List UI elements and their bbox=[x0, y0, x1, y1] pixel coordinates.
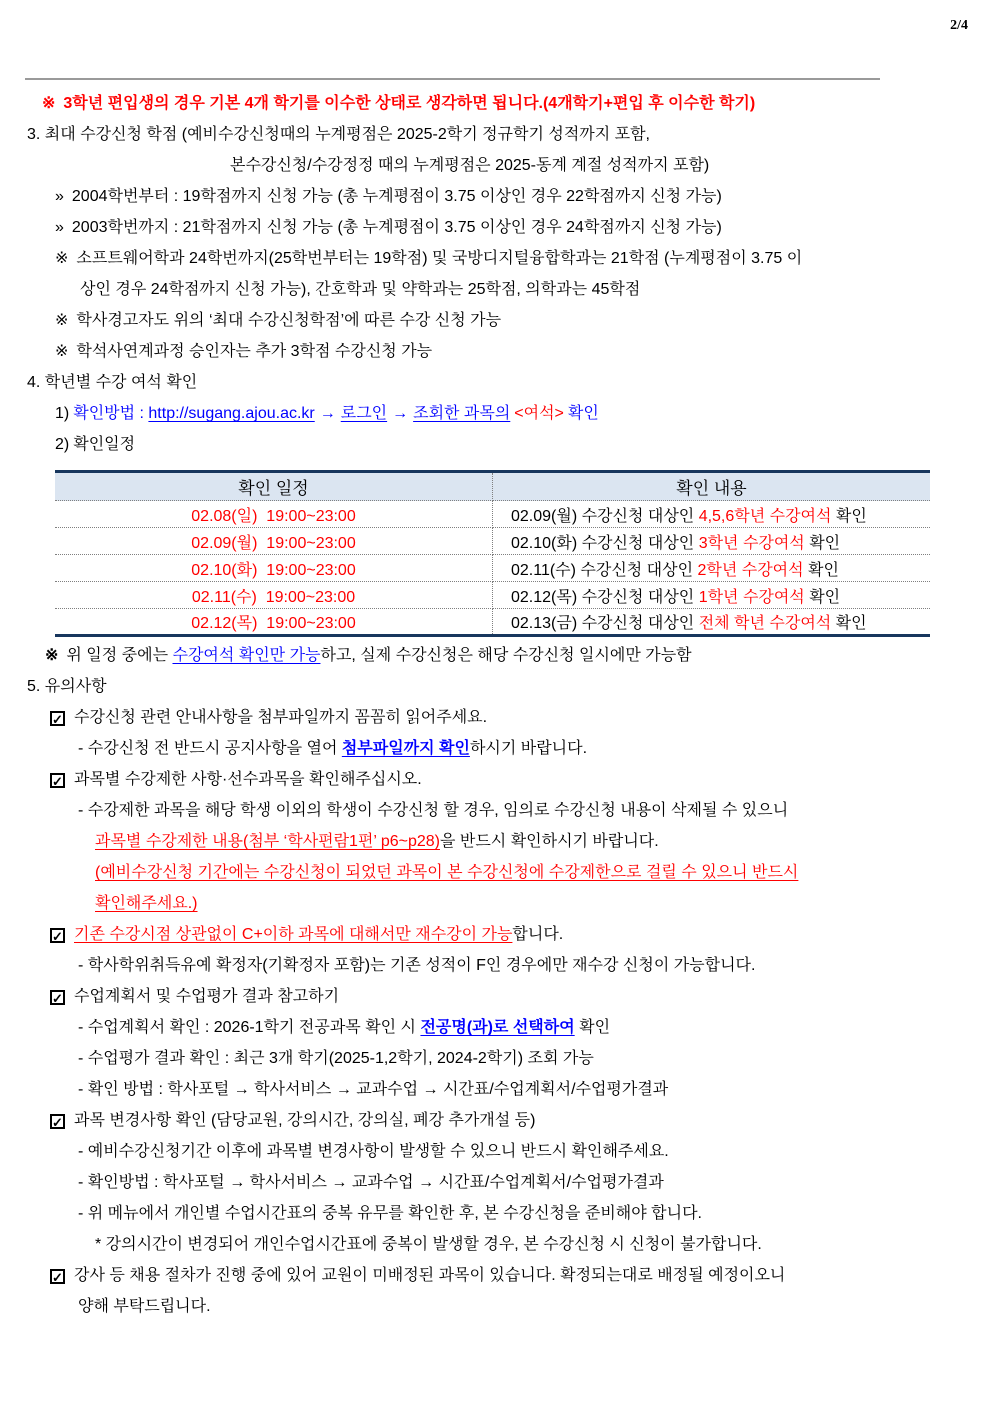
transfer-note bbox=[0, 88, 992, 119]
notice-item-course-changes bbox=[0, 1105, 992, 1136]
check-content bbox=[493, 528, 931, 555]
check-date: 02.09(월) 19:00~23:00 bbox=[55, 528, 493, 555]
content-post: 확인 bbox=[804, 588, 841, 606]
restriction-emphasis: 과목별 수강제한 내용(첨부 ‘학사편람1편’ p6~p28) bbox=[95, 833, 440, 850]
sugang-url-link[interactable]: http://sugang.ajou.ac.kr bbox=[148, 405, 315, 422]
check-date: 02.10(화) 19:00~23:00 bbox=[55, 555, 493, 582]
footnote-post: 하고, 실제 수강신청은 해당 수강신청 일시에만 가능함 bbox=[320, 647, 692, 664]
content-pre: 02.13(금) 수강신청 대상인 bbox=[511, 615, 699, 632]
section3-bullet-2003 bbox=[0, 212, 992, 243]
check-content bbox=[493, 501, 931, 528]
changes-sub1: - 예비수강신청기간 이후에 과목별 변경사항이 발생할 수 있으니 반드시 확인해주세요. bbox=[78, 1143, 669, 1160]
footnote-emphasis: 수강여석 확인만 가능 bbox=[172, 647, 321, 664]
content-highlight: 1학년 수강여석 bbox=[698, 588, 805, 606]
notice-item-read-attachments-sub bbox=[0, 733, 992, 764]
content-highlight: 4,5,6학년 수강여석 bbox=[698, 507, 832, 525]
checkbox-icon: ✓ bbox=[50, 711, 65, 726]
item-head: 과목 변경사항 확인 (담당교원, 강의시간, 강의실, 폐강 추가개설 등) bbox=[74, 1112, 536, 1129]
check-content bbox=[493, 555, 931, 582]
instructor-assignment-line2: 양해 부탁드립니다. bbox=[78, 1298, 211, 1315]
content-post: 확인 bbox=[831, 615, 867, 632]
content-post: 확인 bbox=[831, 507, 867, 525]
method-label: 확인방법 : bbox=[73, 405, 149, 422]
notice-item-retake-rule bbox=[0, 919, 992, 950]
reference-mark-icon: ※ bbox=[55, 250, 69, 267]
content-pre: 02.09(월) 수강신청 대상인 bbox=[511, 507, 699, 525]
note-text: 소프트웨어학과 24학번까지(25학번부터는 19학점) 및 국방디지털융합학과는 21학점 (누계평점이 3.75 이 bbox=[76, 250, 803, 267]
table-row bbox=[55, 501, 930, 528]
section3-note-software-line1 bbox=[0, 243, 992, 274]
notice-item-syllabus bbox=[0, 981, 992, 1012]
content-post: 확인 bbox=[804, 534, 841, 552]
sub-emphasis: 전공명(과)로 선택하여 bbox=[420, 1019, 575, 1036]
content-highlight: 2학년 수강여석 bbox=[697, 561, 804, 579]
sub-post: 확인 bbox=[574, 1019, 611, 1036]
restriction-rest: 을 반드시 확인하시기 바랍니다. bbox=[439, 833, 659, 850]
syllabus-sub2: - 수업평가 결과 확인 : 최근 3개 학기(2025-1,2학기, 2024-2학기) 조회 가능 bbox=[78, 1050, 594, 1067]
content-highlight: 3학년 수강여석 bbox=[698, 534, 805, 552]
note-text: 학석사연계과정 승인자는 추가 3학점 수강신청 가능 bbox=[76, 343, 433, 360]
table-row bbox=[55, 555, 930, 582]
restriction-sub-line2 bbox=[0, 826, 992, 857]
restriction-warning-line2: 확인해주세요.) bbox=[95, 895, 198, 912]
check-date: 02.12(목) 19:00~23:00 bbox=[55, 609, 493, 636]
arrow-icon: → bbox=[319, 405, 336, 422]
changes-sub3: - 위 메뉴에서 개인별 수업시간표의 중복 유무를 확인한 후, 본 수강신청을 준비해야 합니다. bbox=[78, 1205, 702, 1222]
check-date: 02.08(일) 19:00~23:00 bbox=[55, 501, 493, 528]
section5-title: 5. 유의사항 bbox=[27, 678, 107, 695]
checkbox-icon: ✓ bbox=[50, 1114, 65, 1129]
reference-mark-icon: ※ bbox=[42, 95, 56, 112]
content-pre: 02.11(수) 수강신청 대상인 bbox=[511, 561, 698, 579]
divider-line bbox=[25, 78, 880, 80]
syllabus-sub1 bbox=[0, 1012, 992, 1043]
section3-title-line1: 3. 최대 수강신청 학점 (예비수강신청때의 누계평점은 2025-2학기 정규학기 성적까지 포함, bbox=[27, 126, 650, 143]
seat-tag: <여석> bbox=[514, 405, 564, 422]
retake-sub: - 학사학위취득유예 확정자(기확정자 포함)는 기존 성적이 F인 경우에만 재수강 신청이 가능합니다. bbox=[78, 957, 756, 974]
check-content bbox=[493, 582, 931, 609]
lookup-step: 조회한 과목의 bbox=[413, 405, 511, 422]
chevron-icon: » bbox=[55, 219, 64, 236]
list-number: 2) bbox=[55, 436, 70, 453]
reference-mark-icon: ※ bbox=[55, 312, 69, 329]
table-footnote bbox=[0, 640, 992, 671]
checkbox-icon: ✓ bbox=[50, 928, 65, 943]
checkbox-icon: ✓ bbox=[50, 990, 65, 1005]
syllabus-sub3: - 확인 방법 : 학사포털 → 학사서비스 → 교과수업 → 시간표/수업계획서/수업평가결과 bbox=[78, 1081, 669, 1098]
item-head: 과목별 수강제한 사항·선수과목을 확인해주십시오. bbox=[74, 771, 422, 788]
footnote-pre: 위 일정 중에는 bbox=[66, 647, 173, 664]
item-head: 수업계획서 및 수업평가 결과 참고하기 bbox=[74, 988, 340, 1005]
table-header-row bbox=[55, 472, 930, 501]
table-row bbox=[55, 528, 930, 555]
bullet-text: 2004학번부터 : 19학점까지 신청 가능 (총 누계평점이 3.75 이상인 경우 22학점까지 신청 가능) bbox=[71, 188, 722, 205]
reference-mark-icon: ※ bbox=[55, 343, 69, 360]
section3-title-line2: 본수강신청/수강정정 때의 누계평점은 2025-동계 계절 성적까지 포함) bbox=[230, 157, 710, 174]
column-header-content: 확인 내용 bbox=[493, 472, 931, 501]
notice-item-read-attachments bbox=[0, 702, 992, 733]
checkbox-icon: ✓ bbox=[50, 773, 65, 788]
page-number: 2/4 bbox=[950, 18, 968, 33]
sub-emphasis: 첨부파일까지 확인 bbox=[341, 740, 470, 757]
reference-mark-icon: ※ bbox=[45, 647, 59, 664]
confirm-word: 확인 bbox=[567, 405, 599, 422]
check-date: 02.11(수) 19:00~23:00 bbox=[55, 582, 493, 609]
checkbox-icon: ✓ bbox=[50, 1269, 65, 1284]
chevron-icon: » bbox=[55, 188, 64, 205]
arrow-icon: → bbox=[392, 405, 409, 422]
bullet-text: 2003학번까지 : 21학점까지 신청 가능 (총 누계평점이 3.75 이상인 경우 24학점까지 신청 가능) bbox=[71, 219, 722, 236]
login-step: 로그인 bbox=[340, 405, 388, 422]
seat-check-schedule-table bbox=[55, 470, 930, 637]
changes-sub4: * 강의시간이 변경되어 개인수업시간표에 중복이 발생할 경우, 본 수강신청 시 신청이 불가합니다. bbox=[95, 1236, 762, 1253]
sub-pre: - 수업계획서 확인 : 2026-1학기 전공과목 확인 시 bbox=[78, 1019, 421, 1036]
content-pre: 02.12(목) 수강신청 대상인 bbox=[511, 588, 699, 606]
content-post: 확인 bbox=[803, 561, 839, 579]
retake-emphasis: 기존 수강시점 상관없이 C+이하 과목에 대해서만 재수강이 가능 bbox=[74, 926, 513, 943]
sub-pre: - 수강신청 전 반드시 공지사항을 열어 bbox=[78, 740, 342, 757]
schedule-label-text: 확인일정 bbox=[73, 436, 136, 453]
note-text: 학사경고자도 위의 ‘최대 수강신청학점’에 따른 수강 신청 가능 bbox=[76, 312, 502, 329]
item-line1: 강사 등 채용 절차가 진행 중에 있어 교원이 미배정된 과목이 있습니다. 확정되는대로 배정될 예정이오니 bbox=[74, 1267, 786, 1284]
retake-rest: 합니다. bbox=[512, 926, 564, 943]
table-row bbox=[55, 609, 930, 636]
section3-note-linked-program bbox=[0, 336, 992, 367]
content-highlight: 전체 학년 수강여석 bbox=[698, 615, 832, 632]
section4-title: 4. 학년별 수강 여석 확인 bbox=[27, 374, 198, 391]
changes-sub2: - 확인방법 : 학사포털 → 학사서비스 → 교과수업 → 시간표/수업계획서/수업평가결과 bbox=[78, 1174, 664, 1191]
section3-bullet-2004 bbox=[0, 181, 992, 212]
column-header-schedule: 확인 일정 bbox=[55, 472, 493, 501]
list-number: 1) bbox=[55, 405, 70, 422]
check-content bbox=[493, 609, 931, 636]
restriction-warning-line1: (예비수강신청 기간에는 수강신청이 되었던 과목이 본 수강신청에 수강제한으로 걸릴 수 있으니 반드시 bbox=[95, 864, 799, 881]
notice-item-instructor-assignment bbox=[0, 1260, 992, 1291]
section3-note-warning bbox=[0, 305, 992, 336]
content-pre: 02.10(화) 수강신청 대상인 bbox=[511, 534, 699, 552]
section4-method-line bbox=[0, 398, 992, 429]
sub-post: 하시기 바랍니다. bbox=[469, 740, 588, 757]
section4-schedule-label bbox=[0, 429, 992, 460]
section3-note-software-line2: 상인 경우 24학점까지 신청 가능), 간호학과 및 약학과는 25학점, 의학과는 45학점 bbox=[80, 281, 641, 298]
item-head: 수강신청 관련 안내사항을 첨부파일까지 꼼꼼히 읽어주세요. bbox=[74, 709, 488, 726]
transfer-note-text: 3학년 편입생의 경우 기본 4개 학기를 이수한 상태로 생각하면 됩니다.(4개학기+편입 후 이수한 학기) bbox=[63, 95, 756, 112]
table-row bbox=[55, 582, 930, 609]
notice-item-course-restrictions bbox=[0, 764, 992, 795]
restriction-sub-line1: - 수강제한 과목을 해당 학생 이외의 학생이 수강신청 할 경우, 임의로 수강신청 내용이 삭제될 수 있으니 bbox=[78, 802, 789, 819]
